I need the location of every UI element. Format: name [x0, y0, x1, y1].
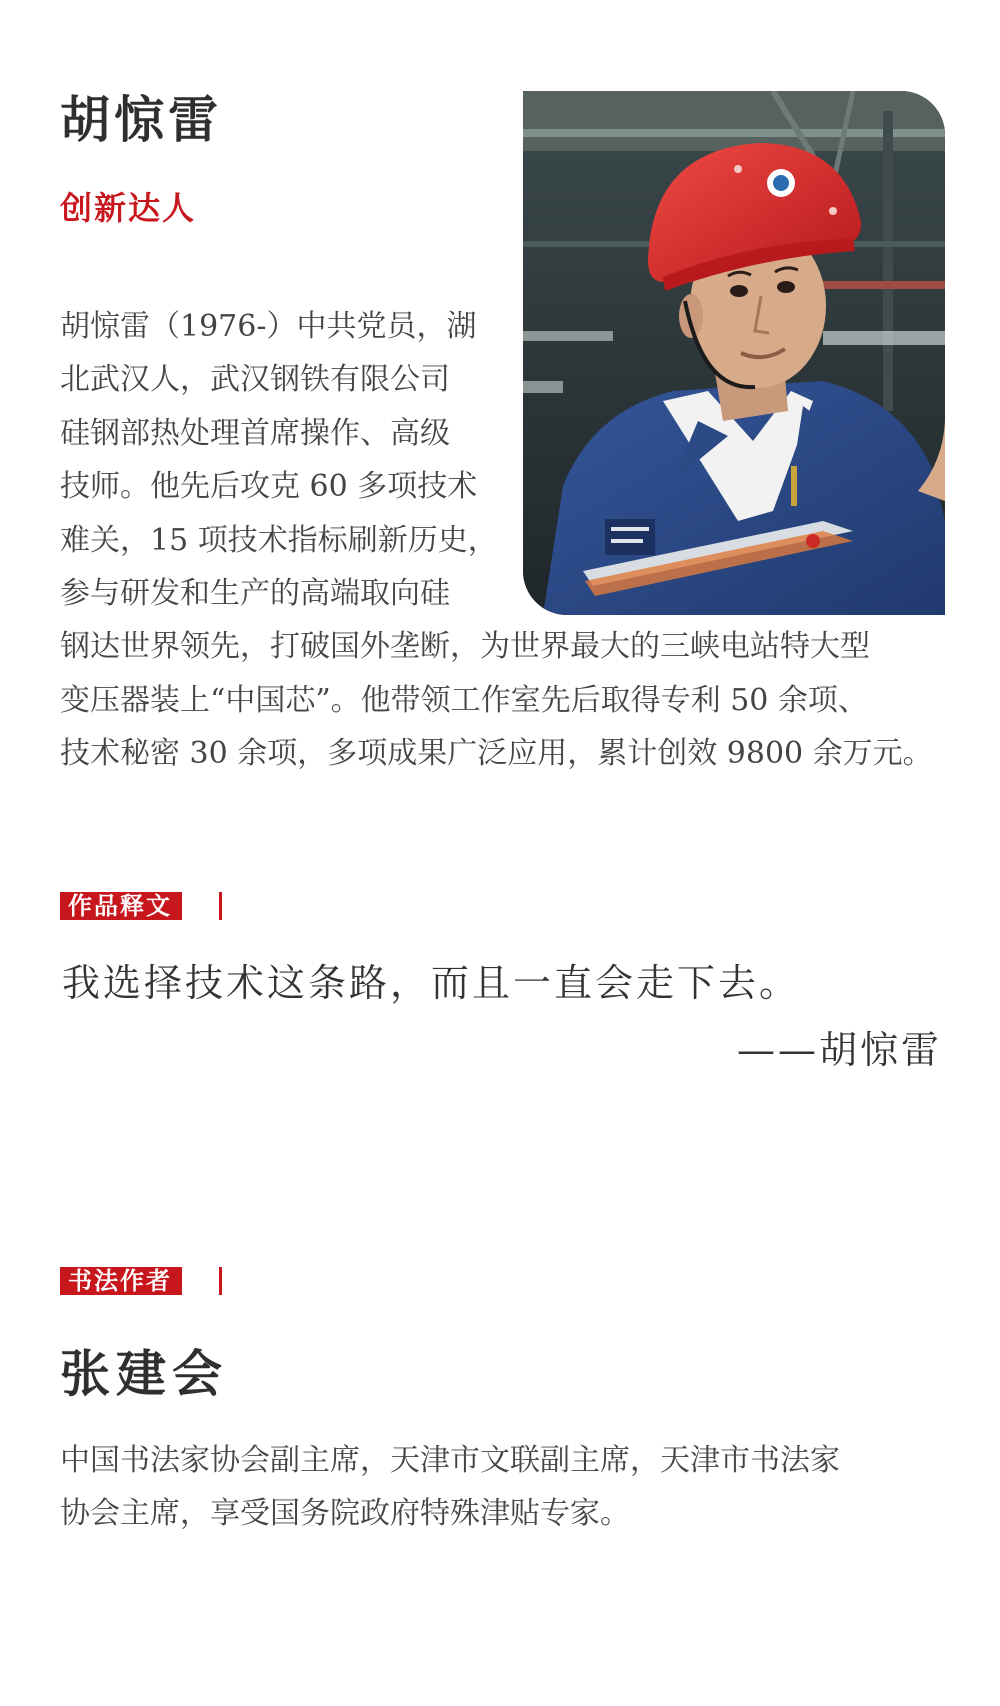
bio-line: 参与研发和生产的高端取向硅: [60, 575, 450, 611]
work-signature: ——胡惊雷: [736, 1028, 942, 1072]
bio-line: 胡惊雷（1976-）中共党员，湖: [60, 309, 477, 344]
author-bio-line: 协会主席，享受国务院政府特殊津贴专家。: [60, 1496, 630, 1532]
person-name: 胡惊雷: [60, 91, 222, 149]
person-title-tag: 创新达人: [60, 189, 197, 227]
author-bio: [60, 1434, 950, 1541]
work-section-tag-bar: [219, 892, 222, 920]
author-name: 张建会: [60, 1345, 228, 1403]
bio-line: 北武汉人，武汉钢铁有限公司: [60, 362, 450, 398]
author-section-tag-bar: [219, 1267, 222, 1295]
bio-line: 技师。他先后攻克 60 多项技术: [60, 469, 478, 505]
work-section-tag: 作品释文: [60, 892, 182, 920]
work-quote: 我选择技术这条路，而且一直会走下去。: [62, 961, 801, 1005]
author-bio-line: 中国书法家协会副主席，天津市文联副主席，天津市书法家: [60, 1443, 840, 1478]
bio-line: 变压器装上“中国芯”。他带领工作室先后取得专利 50 余项、: [60, 682, 868, 718]
bio-line: 难关，15 项技术指标刷新历史，: [60, 522, 498, 558]
bio-line: 硅钢部热处理首席操作、高级: [60, 415, 450, 451]
bio-line: 钢达世界领先，打破国外垄断，为世界最大的三峡电站特大型: [60, 629, 870, 665]
person-bio: [60, 300, 950, 781]
bio-line: 技术秘密 30 余项，多项成果广泛应用，累计创效 9800 余万元。: [60, 736, 933, 772]
author-section-tag: 书法作者: [60, 1267, 182, 1295]
